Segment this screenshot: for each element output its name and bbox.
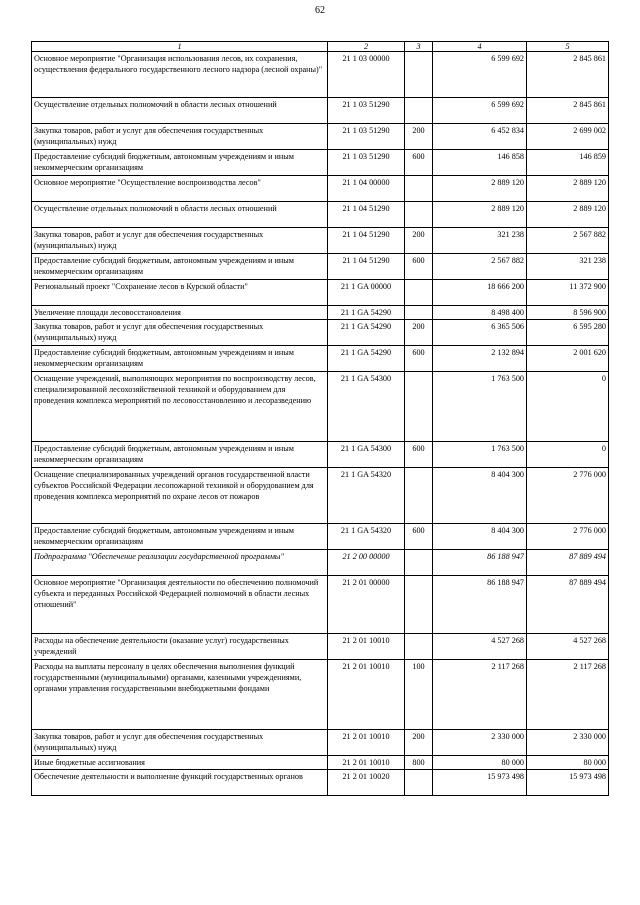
header-cell-1: 1 [32,42,328,52]
row-name-cell: Основное мероприятие "Организация использования лесов, их сохранения, осуществления федерального государственного лесного надзора (лесной охраны)" [32,52,328,98]
row-expense-type-cell: 200 [405,124,433,150]
row-code-cell: 21 2 01 10010 [328,634,405,660]
row-amount-1-cell: 2 132 894 [433,346,527,372]
row-amount-1-cell: 321 238 [433,228,527,254]
table-row [32,660,609,730]
row-amount-1-cell: 2 889 120 [433,176,527,202]
row-amount-1-cell: 8 498 400 [433,306,527,320]
row-code-cell: 21 1 GA 54300 [328,442,405,468]
row-code-cell: 21 1 03 51290 [328,150,405,176]
row-code-cell: 21 1 GA 54290 [328,306,405,320]
row-expense-type-cell: 200 [405,228,433,254]
table-row [32,254,609,280]
row-amount-1-cell: 1 763 500 [433,372,527,442]
row-name-cell: Осуществление отдельных полномочий в области лесных отношений [32,202,328,228]
row-amount-1-cell: 86 188 947 [433,576,527,634]
header-cell-5: 5 [527,42,609,52]
row-name-cell: Расходы на обеспечение деятельности (оказание услуг) государственных учреждений [32,634,328,660]
row-amount-1-cell: 4 527 268 [433,634,527,660]
row-amount-2-cell: 2 117 268 [527,660,609,730]
row-expense-type-cell [405,770,433,796]
row-name-cell: Расходы на выплаты персоналу в целях обеспечения выполнения функций государственными (муниципальными) органами, казенными учреждениями, органами управления государственными внебюджетными фондами [32,660,328,730]
budget-table [31,41,609,796]
row-name-cell: Предоставление субсидий бюджетным, автономным учреждениям и иным некоммерческим организациям [32,150,328,176]
row-name-cell: Закупка товаров, работ и услуг для обеспечения государственных (муниципальных) нужд [32,730,328,756]
row-amount-2-cell: 2 889 120 [527,176,609,202]
table-row [32,730,609,756]
row-amount-1-cell: 8 404 300 [433,468,527,524]
row-code-cell: 21 1 GA 54300 [328,372,405,442]
row-name-cell: Основное мероприятие "Осуществление воспроизводства лесов" [32,176,328,202]
row-name-cell: Основное мероприятие "Организация деятельности по обеспечению полномочий субъекта и переданных Российской Федерацией полномочий в области лесных отношений" [32,576,328,634]
row-name-cell: Закупка товаров, работ и услуг для обеспечения государственных (муниципальных) нужд [32,124,328,150]
table-row [32,98,609,124]
row-amount-2-cell: 6 595 280 [527,320,609,346]
row-name-cell: Подпрограмма "Обеспечение реализации государственной программы" [32,550,328,576]
row-amount-2-cell: 2 776 000 [527,468,609,524]
row-expense-type-cell [405,372,433,442]
row-name-cell: Увеличение площади лесовосстановления [32,306,328,320]
row-code-cell: 21 1 03 51290 [328,124,405,150]
row-expense-type-cell: 100 [405,660,433,730]
row-amount-2-cell: 80 000 [527,756,609,770]
row-amount-2-cell: 2 845 861 [527,52,609,98]
row-expense-type-cell [405,98,433,124]
row-expense-type-cell [405,202,433,228]
header-cell-3: 3 [405,42,433,52]
header-cell-4: 4 [433,42,527,52]
row-expense-type-cell: 800 [405,756,433,770]
page-number: 62 [315,5,325,16]
row-code-cell: 21 2 01 00000 [328,576,405,634]
row-expense-type-cell: 200 [405,730,433,756]
row-code-cell: 21 1 04 51290 [328,228,405,254]
row-amount-1-cell: 1 763 500 [433,442,527,468]
row-amount-1-cell: 6 365 506 [433,320,527,346]
row-amount-2-cell: 146 859 [527,150,609,176]
table-row [32,770,609,796]
row-expense-type-cell: 600 [405,150,433,176]
table-row [32,634,609,660]
row-name-cell: Оснащение учреждений, выполняющих мероприятия по воспроизводству лесов, специализированной лесохозяйственной техникой и оборудованием для проведения комплекса мероприятий по лесовосстановлению и лесоразведению [32,372,328,442]
table-row [32,756,609,770]
row-expense-type-cell [405,634,433,660]
row-expense-type-cell [405,176,433,202]
row-amount-2-cell: 2 845 861 [527,98,609,124]
row-code-cell: 21 1 GA 54320 [328,524,405,550]
row-code-cell: 21 2 01 10010 [328,660,405,730]
row-name-cell: Предоставление субсидий бюджетным, автономным учреждениям и иным некоммерческим организациям [32,346,328,372]
table-row [32,550,609,576]
row-code-cell: 21 1 03 51290 [328,98,405,124]
row-name-cell: Обеспечение деятельности и выполнение функций государственных органов [32,770,328,796]
row-expense-type-cell [405,306,433,320]
table-row [32,468,609,524]
row-code-cell: 21 1 GA 54290 [328,320,405,346]
row-code-cell: 21 1 GA 54290 [328,346,405,372]
row-name-cell: Осуществление отдельных полномочий в области лесных отношений [32,98,328,124]
row-name-cell: Закупка товаров, работ и услуг для обеспечения государственных (муниципальных) нужд [32,228,328,254]
table-row [32,576,609,634]
row-amount-1-cell: 2 889 120 [433,202,527,228]
row-code-cell: 21 1 03 00000 [328,52,405,98]
table-row [32,52,609,98]
row-code-cell: 21 2 01 10020 [328,770,405,796]
row-expense-type-cell [405,550,433,576]
row-amount-2-cell: 8 596 900 [527,306,609,320]
table-row [32,150,609,176]
table-row [32,124,609,150]
table-row [32,280,609,306]
row-expense-type-cell: 200 [405,320,433,346]
row-expense-type-cell: 600 [405,254,433,280]
row-amount-1-cell: 2 567 882 [433,254,527,280]
row-amount-2-cell: 2 330 000 [527,730,609,756]
row-expense-type-cell: 600 [405,442,433,468]
row-amount-1-cell: 2 117 268 [433,660,527,730]
row-amount-2-cell: 87 889 494 [527,576,609,634]
row-code-cell: 21 1 GA 00000 [328,280,405,306]
row-expense-type-cell [405,280,433,306]
row-amount-2-cell: 0 [527,442,609,468]
row-amount-2-cell: 4 527 268 [527,634,609,660]
row-amount-2-cell: 2 699 002 [527,124,609,150]
row-amount-1-cell: 15 973 498 [433,770,527,796]
table-row [32,306,609,320]
row-name-cell: Иные бюджетные ассигнования [32,756,328,770]
table-row [32,228,609,254]
table-row [32,524,609,550]
row-amount-1-cell: 146 858 [433,150,527,176]
row-name-cell: Предоставление субсидий бюджетным, автономным учреждениям и иным некоммерческим организациям [32,254,328,280]
table-row [32,176,609,202]
row-code-cell: 21 1 04 51290 [328,254,405,280]
row-amount-1-cell: 18 666 200 [433,280,527,306]
table-header-row [32,42,609,52]
row-expense-type-cell: 600 [405,524,433,550]
row-amount-2-cell: 15 973 498 [527,770,609,796]
row-expense-type-cell [405,52,433,98]
row-name-cell: Региональный проект "Сохранение лесов в Курской области" [32,280,328,306]
row-amount-2-cell: 87 889 494 [527,550,609,576]
header-cell-2: 2 [328,42,405,52]
row-name-cell: Закупка товаров, работ и услуг для обеспечения государственных (муниципальных) нужд [32,320,328,346]
row-expense-type-cell [405,468,433,524]
row-amount-1-cell: 86 188 947 [433,550,527,576]
row-amount-2-cell: 321 238 [527,254,609,280]
row-amount-1-cell: 80 000 [433,756,527,770]
row-amount-1-cell: 6 452 834 [433,124,527,150]
row-amount-2-cell: 2 001 620 [527,346,609,372]
row-code-cell: 21 1 GA 54320 [328,468,405,524]
row-code-cell: 21 2 01 10010 [328,756,405,770]
row-code-cell: 21 1 04 51290 [328,202,405,228]
row-code-cell: 21 1 04 00000 [328,176,405,202]
row-amount-2-cell: 11 372 900 [527,280,609,306]
row-amount-1-cell: 6 599 692 [433,52,527,98]
row-amount-1-cell: 6 599 692 [433,98,527,124]
row-amount-2-cell: 0 [527,372,609,442]
table-row [32,320,609,346]
row-code-cell: 21 2 01 10010 [328,730,405,756]
row-amount-2-cell: 2 889 120 [527,202,609,228]
table-row [32,202,609,228]
table-row [32,346,609,372]
row-name-cell: Предоставление субсидий бюджетным, автономным учреждениям и иным некоммерческим организациям [32,442,328,468]
row-name-cell: Оснащение специализированных учреждений органов государственной власти субъектов Российской Федерации лесопожарной техникой и оборудованием для проведения комплекса мероприятий по охране лесов от пожаров [32,468,328,524]
table-row [32,442,609,468]
row-expense-type-cell [405,576,433,634]
row-amount-1-cell: 2 330 000 [433,730,527,756]
row-amount-2-cell: 2 776 000 [527,524,609,550]
row-name-cell: Предоставление субсидий бюджетным, автономным учреждениям и иным некоммерческим организациям [32,524,328,550]
row-amount-1-cell: 8 404 300 [433,524,527,550]
row-expense-type-cell: 600 [405,346,433,372]
table-row [32,372,609,442]
row-code-cell: 21 2 00 00000 [328,550,405,576]
row-amount-2-cell: 2 567 882 [527,228,609,254]
